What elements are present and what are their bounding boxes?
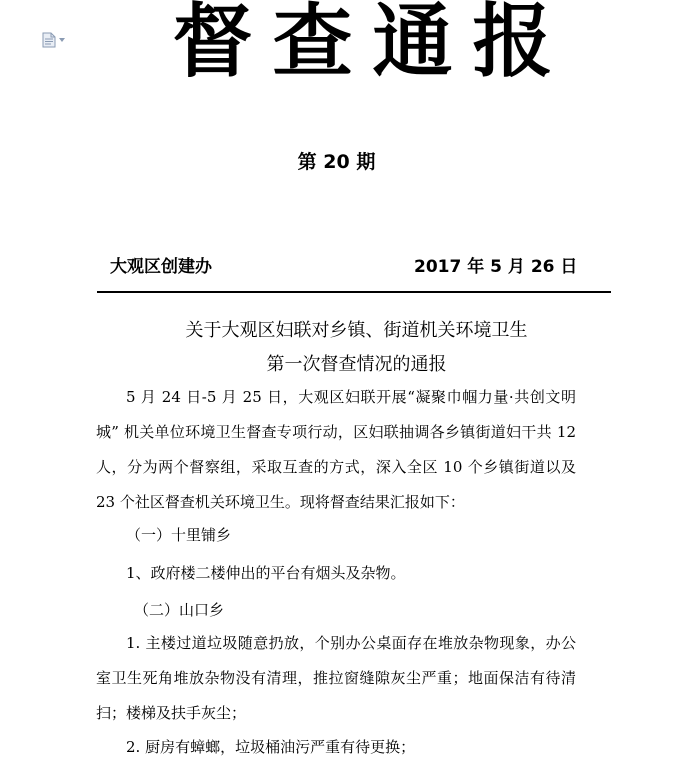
section-heading-shilipu: （一）十里铺乡 — [126, 526, 232, 544]
masthead-title: 督查通报 — [172, 0, 573, 88]
section-item-shilipu-1: 1、政府楼二楼伸出的平台有烟头及杂物。 — [126, 564, 406, 582]
intro-paragraph: 5 月 24 日-5 月 25 日，大观区妇联开展“凝聚巾帼力量·共创文明城” 机关单位环境卫生督查专项行动，区妇联抽调各乡镇街道妇干共 12 人，分为两个督察组，采取互查的方式，深入全区 10 个乡镇街道以及 23 个社区督查机关环境卫生。现将督查结果汇报如下： — [96, 388, 576, 511]
issuer-name: 大观区创建办 — [110, 257, 212, 277]
article-title-line-1: 关于大观区妇联对乡镇、街道机关环境卫生 — [185, 320, 528, 341]
section-item-shankou-2: 2. 厨房有蟑螂，垃圾桶油污严重有待更换； — [126, 738, 416, 756]
issue-number: 第 20 期 — [297, 151, 376, 173]
article-title-line-2: 第一次督查情况的通报 — [266, 354, 447, 375]
header-divider — [97, 291, 611, 293]
section-heading-shankou: （二）山口乡 — [134, 601, 225, 619]
section-item-shankou-1: 1. 主楼过道垃圾随意扔放，个别办公桌面存在堆放杂物现象，办公室卫生死角堆放杂物没有清理，推拉窗缝隙灰尘严重；地面保洁有待清扫；楼梯及扶手灰尘； — [96, 634, 576, 722]
issue-date: 2017 年 5 月 26 日 — [414, 257, 578, 277]
